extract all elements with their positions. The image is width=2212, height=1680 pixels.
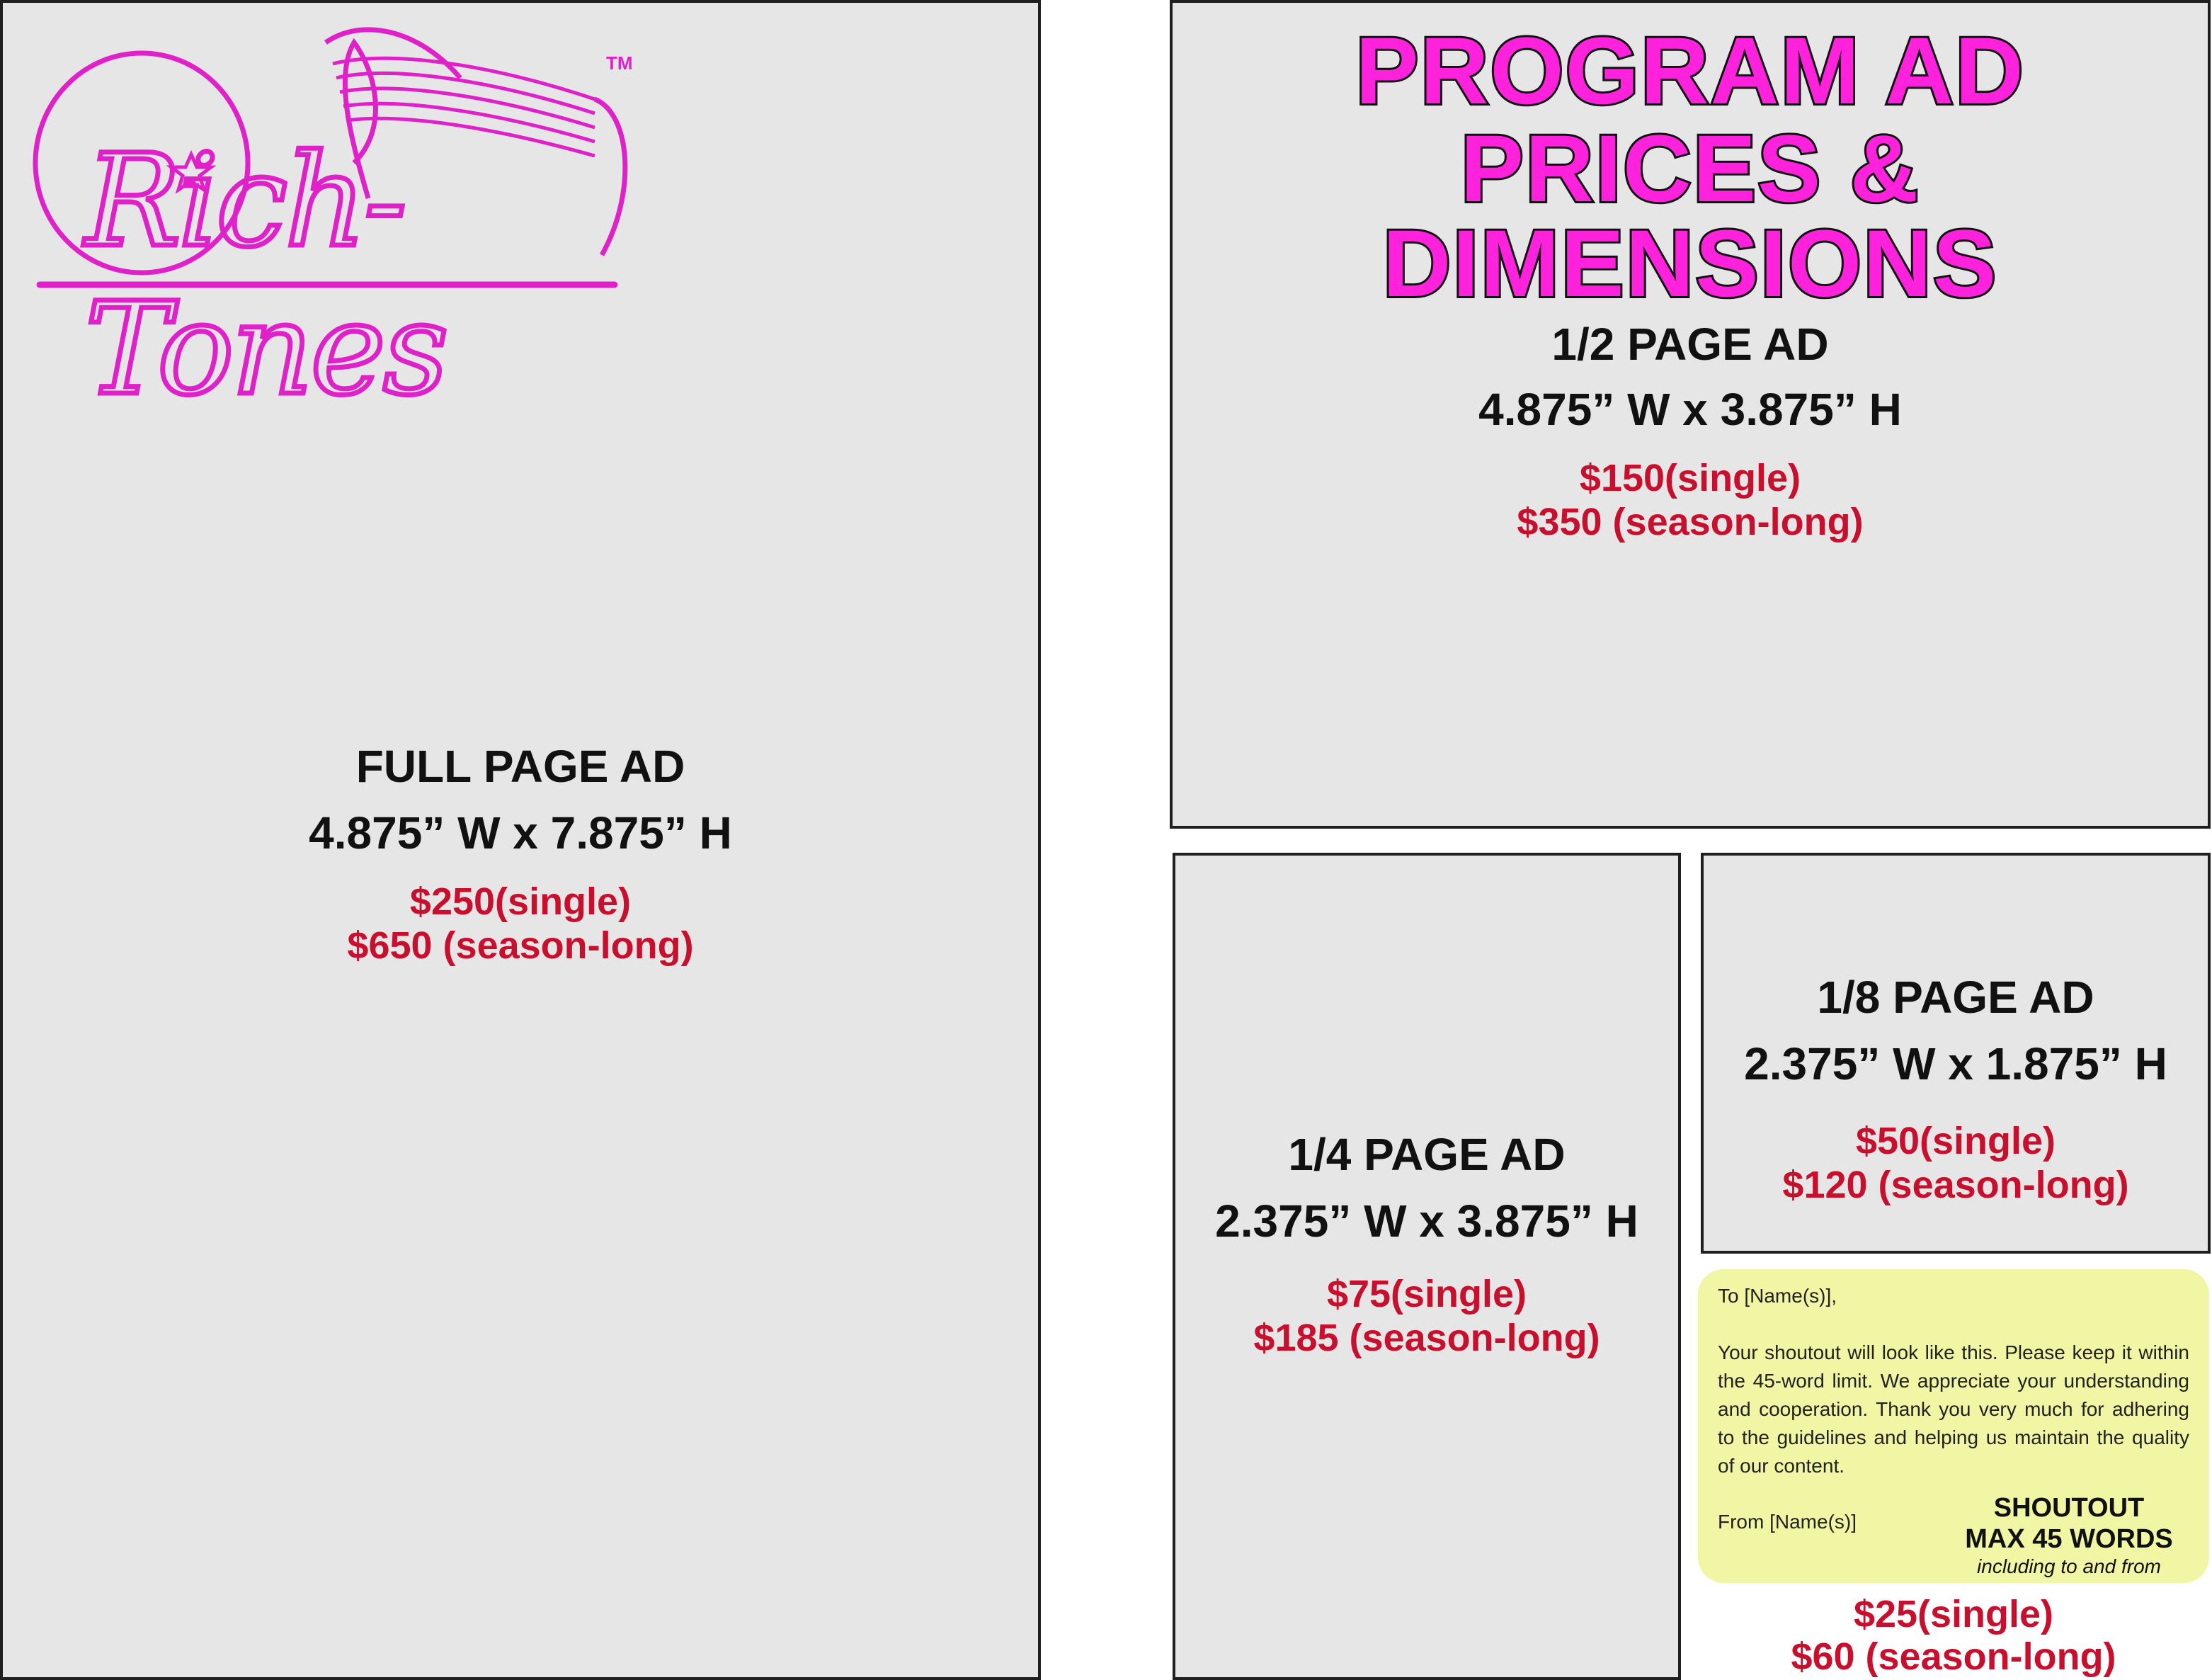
shoutout-badge-title: SHOUTOUT	[1993, 1493, 2145, 1523]
half-page-ad-box	[1170, 0, 2211, 829]
full-page-ad-price-single: $250(single)	[409, 880, 632, 923]
full-page-ad-title: FULL PAGE AD	[355, 741, 685, 792]
quarter-page-ad-dimensions: 2.375” W x 3.875” H	[1215, 1196, 1638, 1247]
shoutout-greeting: To [Name(s)],	[1718, 1285, 1837, 1307]
half-page-ad-price-single: $150(single)	[1579, 457, 1801, 499]
quarter-page-ad-price-single: $75(single)	[1326, 1273, 1527, 1315]
shoutout-price-single: $25(single)	[1853, 1593, 2054, 1635]
quarter-page-ad-title: 1/4 PAGE AD	[1288, 1129, 1566, 1180]
eighth-page-ad-title: 1/8 PAGE AD	[1817, 972, 2094, 1023]
eighth-page-ad-price-single: $50(single)	[1855, 1120, 2056, 1162]
quarter-page-ad-price-season: $185 (season-long)	[1253, 1317, 1600, 1359]
shoutout-sample-card	[1698, 1269, 2209, 1583]
shoutout-from: From [Name(s)]	[1718, 1511, 1857, 1533]
shoutout-badge	[1949, 1492, 2189, 1579]
half-page-ad-title: 1/2 PAGE AD	[1551, 319, 1829, 370]
quarter-page-ad-box	[1173, 853, 1681, 1680]
title-prices-dimensions: PRICES & DIMENSIONS	[1382, 116, 1998, 317]
shoutout-price-season: $60 (season-long)	[1791, 1635, 2116, 1678]
eighth-page-ad-price-season: $120 (season-long)	[1782, 1164, 2129, 1206]
eighth-page-ad-dimensions: 2.375” W x 1.875” H	[1744, 1038, 2167, 1089]
half-page-ad-price-season: $350 (season-long)	[1517, 501, 1864, 543]
shoutout-badge-limit: MAX 45 WORDS	[1965, 1524, 2173, 1554]
shoutout-badge-note: including to and from	[1977, 1555, 2161, 1577]
shoutout-body: Your shoutout will look like this. Please keep it within the 45-word limit. We appreciate your understanding and cooperation. Thank you very much for adhering to the guidelines and helping us maintain the quality of our content.	[1718, 1341, 2189, 1477]
rich-tones-logo	[21, 21, 644, 424]
full-page-ad-dimensions: 4.875” W x 7.875” H	[309, 807, 732, 858]
eighth-page-ad-box	[1701, 853, 2211, 1254]
logo-wordmark: Rich-Tones	[85, 127, 446, 424]
half-page-ad-dimensions: 4.875” W x 3.875” H	[1478, 384, 1902, 435]
title-program-ad: PROGRAM AD	[1355, 18, 2025, 124]
trademark-mark: TM	[606, 52, 633, 74]
full-page-ad-price-season: $650 (season-long)	[347, 924, 694, 967]
